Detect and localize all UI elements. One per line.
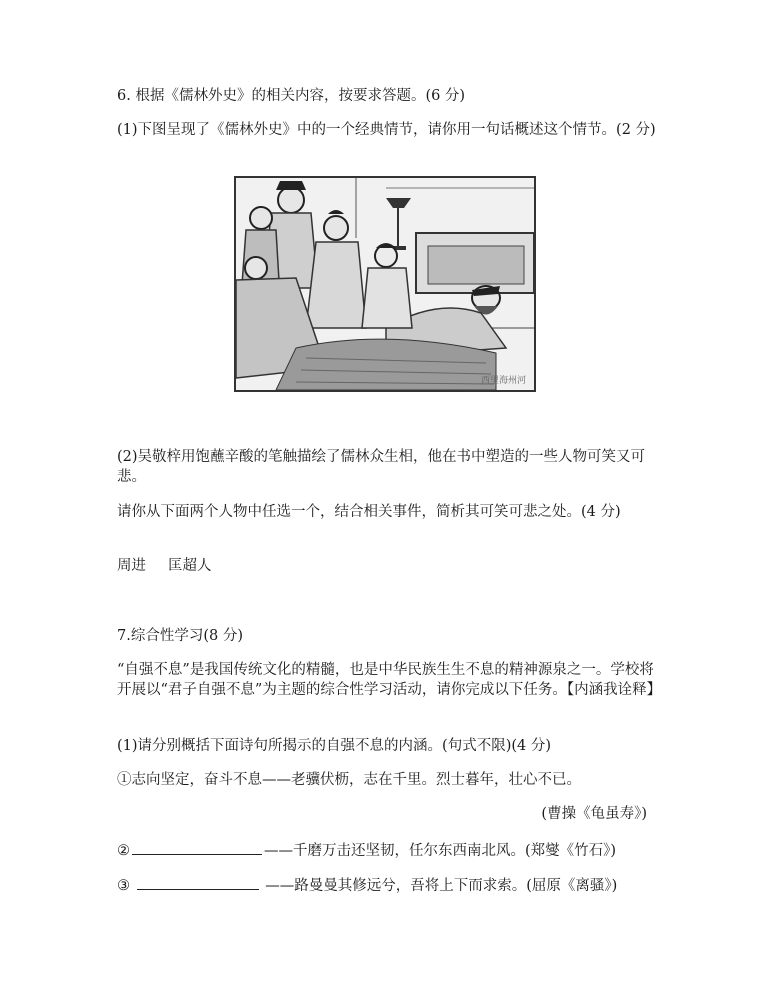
q7-intro: “自强不息”是我国传统文化的精髓，也是中华民族生生不息的精神源泉之一。学校将开展以“君子自强不息”为主题的综合性学习活动，请你完成以下任务。【内涵我诠释】 xyxy=(117,662,662,698)
character-option-1: 周进 xyxy=(117,558,146,574)
answer-blank-2[interactable] xyxy=(132,839,262,855)
q7-part1: (1)请分别概括下面诗句所揭示的自强不息的内涵。(句式不限)(4 分) xyxy=(117,738,551,754)
q7-item2 xyxy=(117,839,662,861)
q7-item3 xyxy=(117,874,662,896)
q6-title: 6. 根据《儒林外史》的相关内容，按要求答题。(6 分) xyxy=(117,88,466,104)
item2-marker: ② xyxy=(117,843,130,859)
figure-watermark: 西里海州河 xyxy=(480,376,526,386)
item3-marker: ③ xyxy=(117,878,130,894)
item3-text: ——路曼曼其修远兮，吾将上下而求索。(屈原《离骚》) xyxy=(265,878,618,894)
q6-part1: (1)下图呈现了《儒林外史》中的一个经典情节，请你用一句话概述这个情节。(2 分) xyxy=(117,122,656,138)
q7-item1-source: (曹操《龟虽寿》) xyxy=(541,806,647,822)
q6-part2: (2)吴敬梓用饱蘸辛酸的笔触描绘了儒林众生相，他在书中塑造的一些人物可笑又可悲。 xyxy=(117,449,646,485)
q7-item1: ①志向坚定，奋斗不息——老骥伏枥，志在千里。烈士暮年，壮心不已。 xyxy=(117,772,581,788)
q7-title: 7.综合性学习(8 分) xyxy=(117,628,243,644)
illustration-drawing xyxy=(236,178,534,390)
answer-blank-3[interactable] xyxy=(137,874,259,890)
illustration-figure xyxy=(234,176,536,392)
item2-text: ——千磨万击还坚韧，任尔东西南北风。(郑燮《竹石》) xyxy=(264,843,617,859)
q6-characters xyxy=(117,556,662,576)
character-option-2: 匡超人 xyxy=(168,558,212,574)
q6-instruction: 请你从下面两个人物中任选一个，结合相关事件，简析其可笑可悲之处。(4 分) xyxy=(117,504,621,520)
